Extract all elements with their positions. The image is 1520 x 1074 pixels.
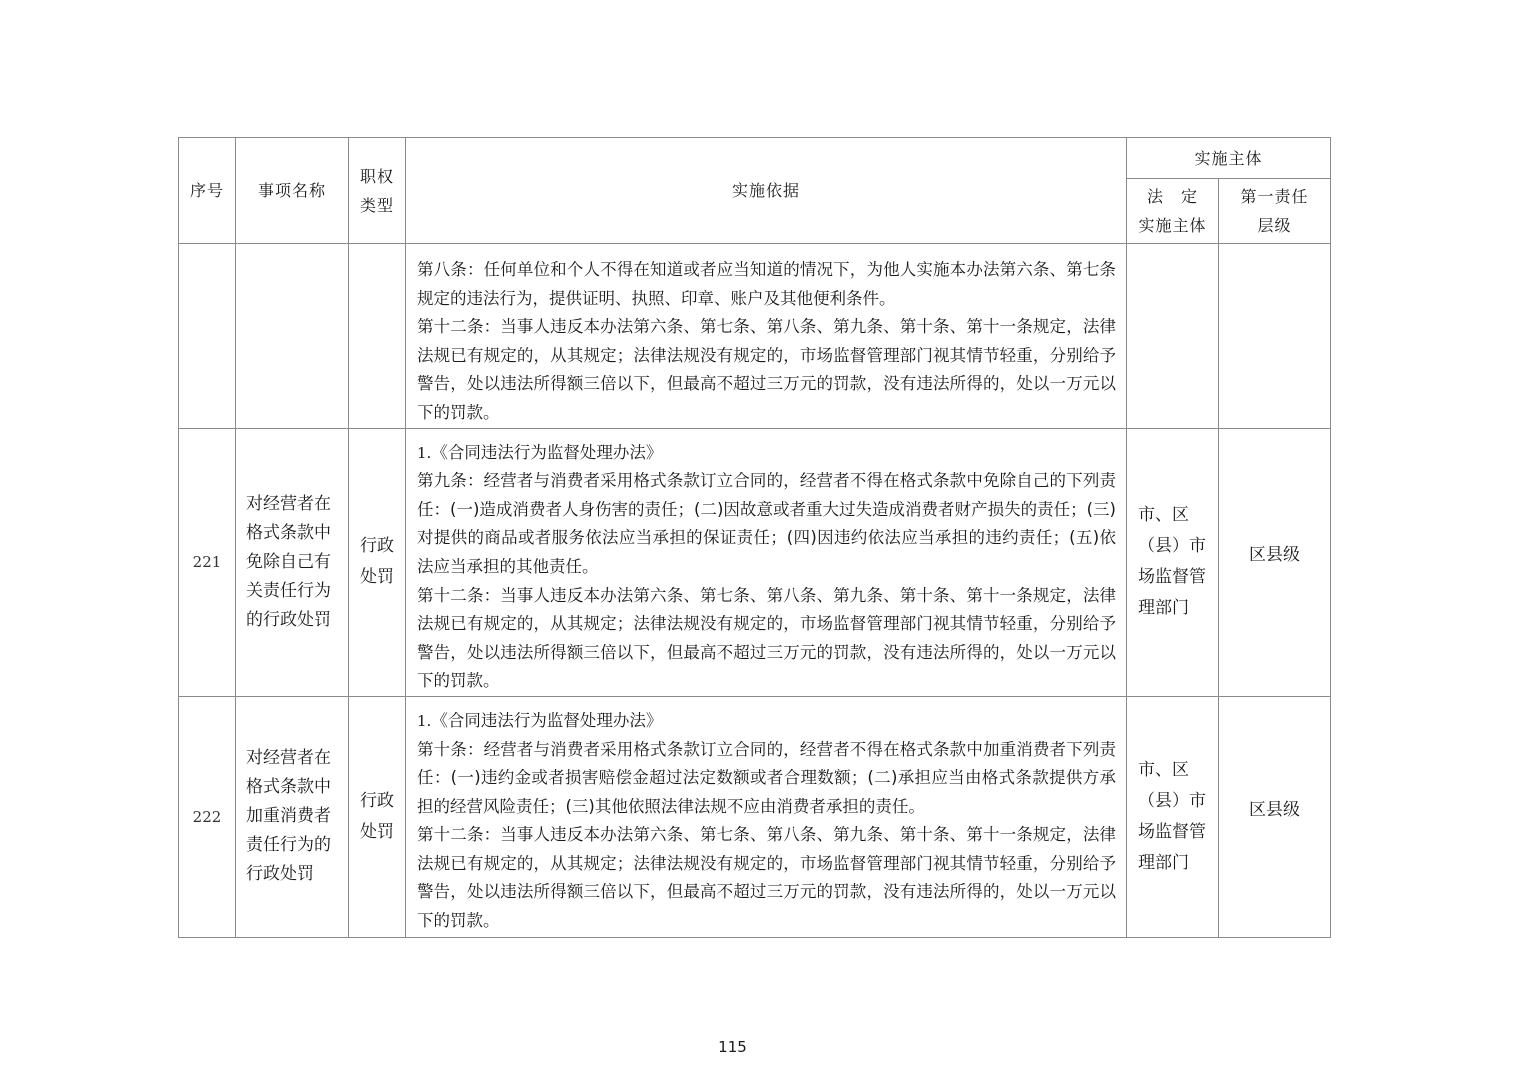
row-subject: [1127, 244, 1219, 429]
row-type-text: 行政处罚: [360, 536, 394, 588]
header-type-line2: 类型: [359, 195, 394, 215]
basis-source-line: [417, 707, 1116, 736]
row-name: [236, 244, 349, 429]
row-subject: 市、区（县）市场监督管理部门: [1127, 696, 1219, 937]
row-index: 222: [179, 696, 236, 937]
header-index: 序号: [179, 138, 236, 244]
basis-source-title: 《合同违法行为监督处理办法》: [431, 710, 663, 730]
header-level-line2: 层级: [1257, 216, 1292, 235]
enforcement-items-table: [178, 137, 1331, 938]
table-row: [179, 696, 1331, 937]
row-type: [349, 428, 406, 696]
table-row: [179, 244, 1331, 429]
basis-source-number: 1.: [417, 443, 432, 462]
row-index: 221: [179, 428, 236, 696]
row-type: [349, 244, 406, 429]
basis-paragraph: 第八条：任何单位和个人不得在知道或者应当知道的情况下，为他人实施本办法第六条、第七条规定的违法行为，提供证明、执照、印章、账户及其他便利条件。: [417, 260, 1116, 308]
basis-source-line: [417, 439, 1116, 468]
basis-paragraph: 第十二条：当事人违反本办法第六条、第七条、第八条、第九条、第十条、第十一条规定，法律法规已有规定的，从其规定；法律法规没有规定的，市场监督管理部门视其情节轻重，分别给予警告，处以违法所得额三倍以下，但最高不超过三万元的罚款，没有违法所得的，处以一万元以下的罚款。: [417, 825, 1116, 931]
row-basis: [406, 244, 1127, 429]
header-basis: 实施依据: [406, 138, 1127, 244]
basis-paragraph: 第九条：经营者与消费者采用格式条款订立合同的，经营者不得在格式条款中免除自己的下列责任：(一)造成消费者人身伤害的责任；(二)因故意或者重大过失造成消费者财产损失的责任；(三)对提供的商品或者服务依法应当承担的保证责任；(四)因违约依法应当承担的违约责任；(五)依法应当承担的其他责任。: [417, 471, 1116, 576]
row-subject: 市、区（县）市场监督管理部门: [1127, 428, 1219, 696]
basis-paragraph: 第十二条：当事人违反本办法第六条、第七条、第八条、第九条、第十条、第十一条规定，法律法规已有规定的，从其规定；法律法规没有规定的，市场监督管理部门视其情节轻重，分别给予警告，处以违法所得额三倍以下，但最高不超过三万元的罚款，没有违法所得的，处以一万元以下的罚款。: [417, 317, 1116, 422]
basis-source-title: 《合同违法行为监督处理办法》: [431, 442, 663, 462]
row-level: 区县级: [1219, 696, 1331, 937]
row-basis: [406, 696, 1127, 937]
row-type: [349, 696, 406, 937]
header-name: 事项名称: [236, 138, 349, 244]
header-subject-group: 实施主体: [1127, 138, 1331, 179]
row-name: 对经营者在格式条款中加重消费者责任行为的行政处罚: [236, 696, 349, 937]
basis-paragraph: 第十二条：当事人违反本办法第六条、第七条、第八条、第九条、第十条、第十一条规定，法律法规已有规定的，从其规定；法律法规没有规定的，市场监督管理部门视其情节轻重，分别给予警告，处以违法所得额三倍以下，但最高不超过三万元的罚款，没有违法所得的，处以一万元以下的罚款。: [417, 585, 1116, 691]
row-type-text: 行政处罚: [360, 790, 394, 842]
header-responsibility-level: [1219, 179, 1331, 244]
row-level: [1219, 244, 1331, 429]
header-level-line1: 第一责任: [1240, 187, 1309, 206]
basis-source-number: 1.: [417, 711, 432, 730]
row-index: [179, 244, 236, 429]
table-row: [179, 428, 1331, 696]
row-name: 对经营者在格式条款中免除自己有关责任行为的行政处罚: [236, 428, 349, 696]
page-number: 115: [718, 1038, 747, 1056]
basis-paragraph: 第十条：经营者与消费者采用格式条款订立合同的，经营者不得在格式条款中加重消费者下列责任：(一)违约金或者损害赔偿金超过法定数额或者合理数额；(二)承担应当由格式条款提供方承担的经营风险责任；(三)其他依照法律法规不应由消费者承担的责任。: [417, 739, 1116, 816]
row-basis: [406, 428, 1127, 696]
header-type-line1: 职权: [359, 166, 394, 186]
header-type: [349, 138, 406, 244]
header-legal-line2: 实施主体: [1138, 216, 1207, 235]
header-legal-subject: [1127, 179, 1219, 244]
row-level: 区县级: [1219, 428, 1331, 696]
header-legal-line1: 法 定: [1146, 187, 1198, 206]
